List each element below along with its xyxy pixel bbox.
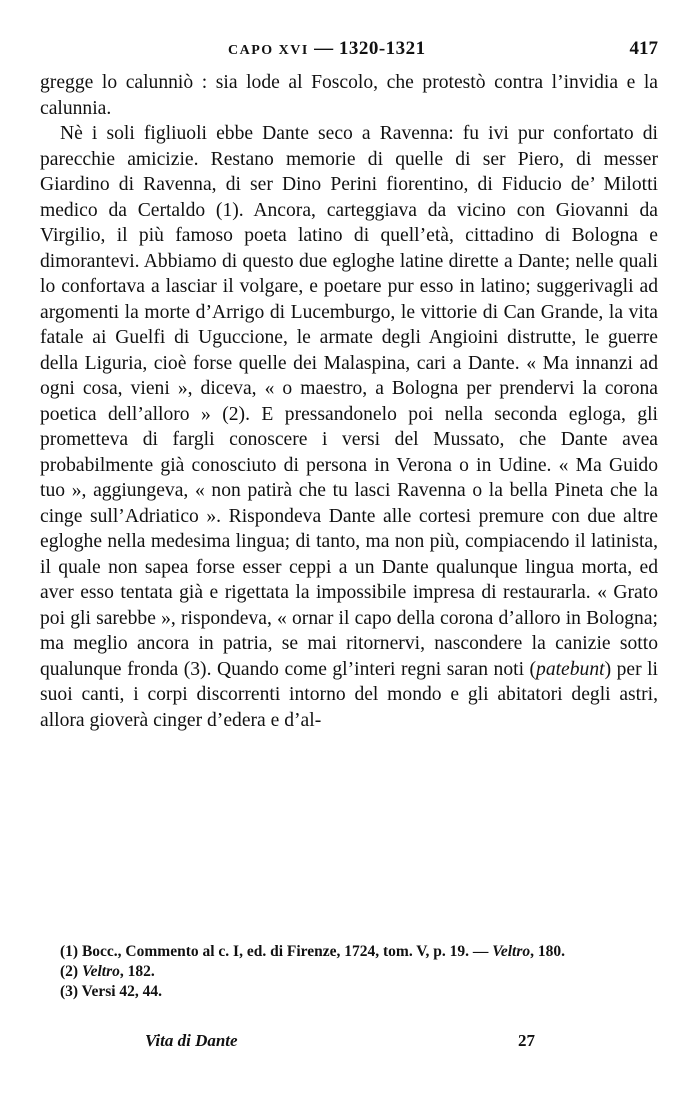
- book-title: Vita di Dante: [145, 1031, 238, 1050]
- footnote-text: Versi 42, 44.: [78, 983, 163, 1000]
- footnote-number: (3): [60, 983, 79, 1000]
- footnote-italic: Veltro: [492, 943, 531, 960]
- chapter-heading: [228, 38, 426, 60]
- italic-word: patebunt: [536, 658, 605, 680]
- paragraph-text: Nè i soli figliuoli ebbe Dante seco a Ravenna: fu ivi pur confortato di parecchie amicizie. Restano memorie di quelle di ser Piero, di messer Giardino di Ravenna, di ser Dino Perini fiorentino, di Fiducio de’ Milotti medico da Certaldo (1). Ancora, carteggiava da vicino con Giovanni da Virgilio, il più famoso poeta latino di quell’età, cittadino di Bologna e dimorantevi. Abbiamo di questo due egloghe latine dirette a Dante; nelle quali lo confortava a lasciar il volgare, e poetare pur esso in latino; suggerivagli ad argomenti la morte d’Arrigo di Lucemburgo, le vittorie di Can Grande, la vita fatale ai Guelfi di Uguccione, le armate degli Angioini distrutte, le guerre della Liguria, cioè forse quelle dei Malaspina, cari a Dante. « Ma innanzi ad ogni cosa, vieni », diceva, « o maestro, a Bologna per prendervi la corona poetica dell’alloro » (2). E pressandonelo poi nella seconda egloga, gli prometteva di fargli conoscere i versi del Mussato, che Dante avea probabilmente già conosciuto di persona in Verona o in Udine. « Ma Guido tuo », aggiungeva, « non patirà che tu lasci Ravenna o la bella Pineta che la cinge sull’Adriatico ». Rispondeva Dante alle cortesi premure con due altre egloghe nella medesima lingua; di tanto, ma non più, compiacendo il latinista, il quale non sapea forse esser ceppi a un Dante qualunque lingua morta, ed aver esso tentata già e rigettata la impossibile impresa di restaurarla. « Grato poi gli sarebbe », rispondeva, « ornar il capo della corona d’alloro in Bologna; ma meglio ancora in patria, se mai ritornervi, nascondere la canizie sotto qualunque fronda (3). Quando come gl’interi regni saran noti (: [40, 123, 658, 680]
- footnote-number: (1): [60, 943, 79, 960]
- paragraph-1: [40, 70, 658, 121]
- footnote-text: Bocc., Commento al c. I, ed. di Firenze, 1724, tom. V, p. 19. —: [78, 943, 493, 960]
- book-page: [40, 38, 658, 733]
- paragraph-2: [40, 121, 658, 733]
- paragraph-text: gregge lo calunniò : sia lode al Foscolo, che protestò contra l’invidia e la calunnia.: [40, 72, 658, 119]
- footnote-1: [60, 942, 620, 962]
- main-text: [40, 70, 658, 733]
- running-header: [40, 38, 658, 68]
- paragraph-text-after: ) per li suoi canti, i corpi discorrenti intorno del mondo e gli abitatori degli astri, allora gioverà cinger d’edera e d’al-: [40, 658, 658, 731]
- footnote-italic: Veltro: [81, 963, 120, 980]
- footnote-number: (2): [60, 963, 79, 980]
- footnotes: [60, 942, 620, 1002]
- footnote-2: [60, 962, 620, 982]
- signature-mark: 27: [518, 1031, 535, 1050]
- footnote-after: , 180.: [530, 943, 566, 960]
- footnote-3: [60, 982, 620, 1002]
- page-number: 417: [629, 38, 658, 59]
- page-footer: [145, 1031, 535, 1051]
- chapter-label: CAPO XVI: [228, 43, 309, 58]
- footnote-after: , 182.: [119, 963, 155, 980]
- chapter-years: — 1320-1321: [308, 38, 426, 59]
